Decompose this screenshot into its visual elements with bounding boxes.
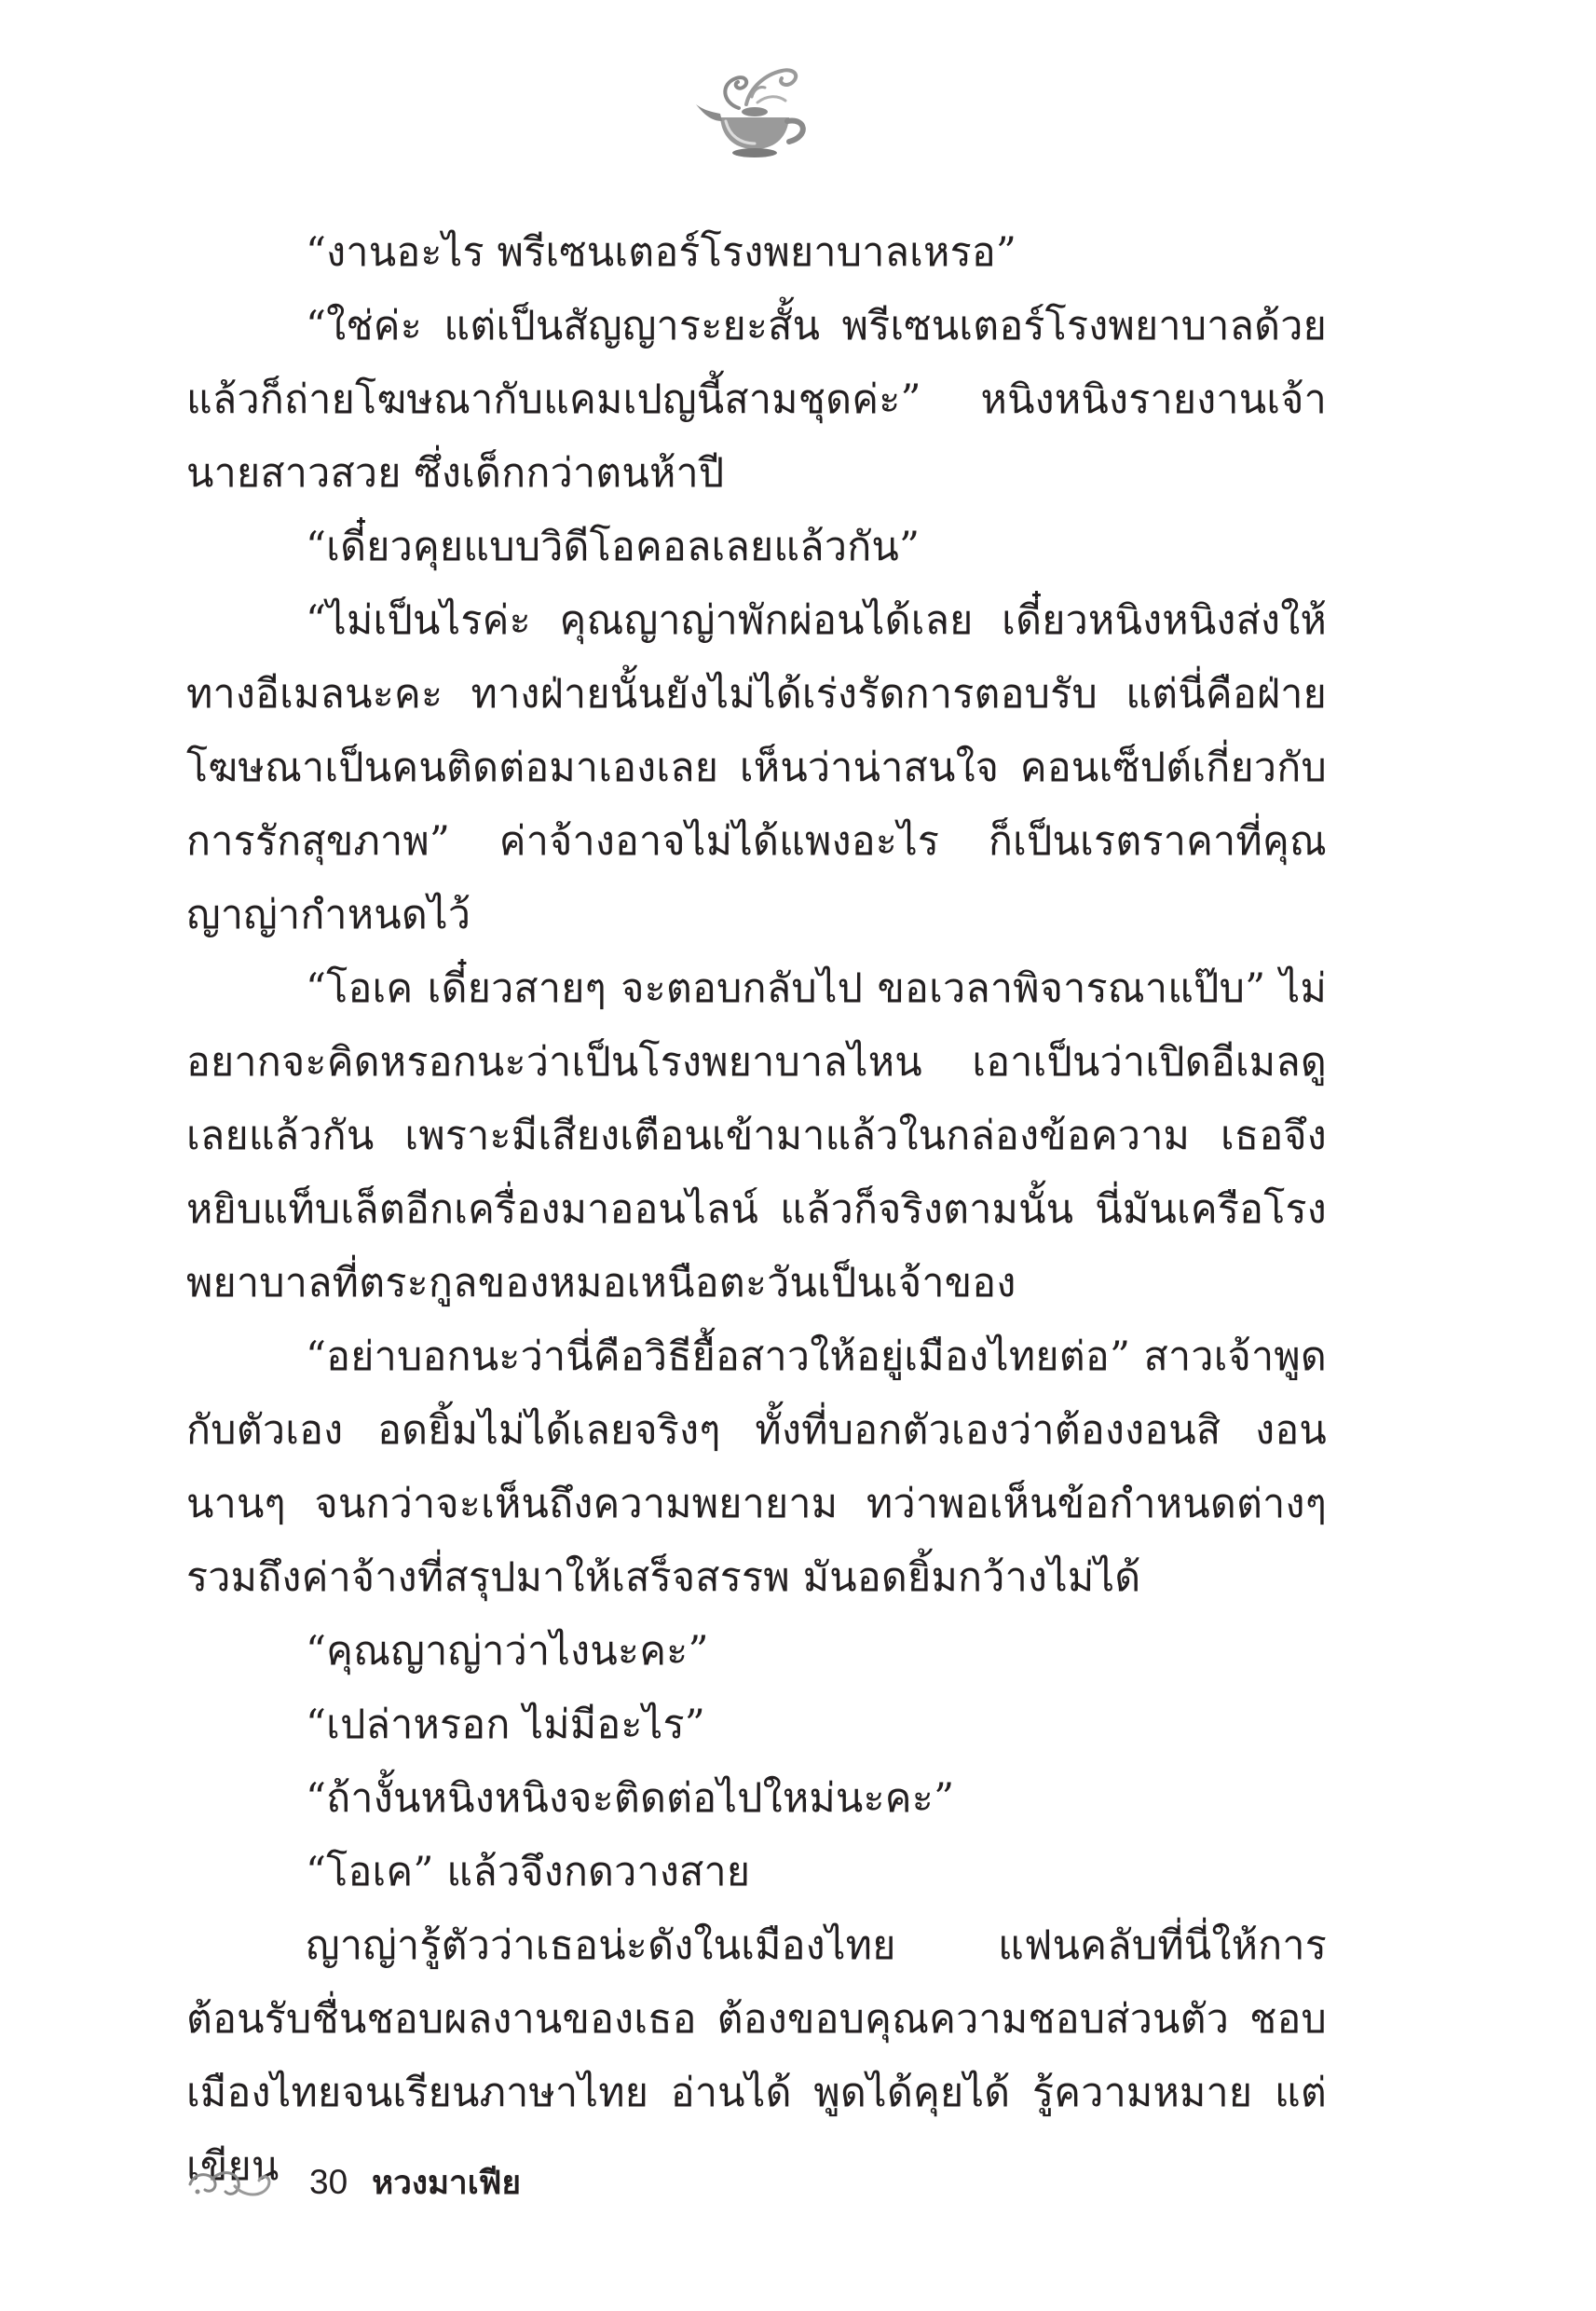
paragraph: “ไม่เป็นไรค่ะ คุณญาญ่าพักผ่อนได้เลย เดี๋ยวหนิงหนิงส่งให้ทางอีเมลนะคะ ทางฝ่ายนั้นยังไม่ได้เร่งรัดการตอบรับ แต่นี่คือฝ่ายโฆษณาเป็นคนติดต่อมาเองเลย เห็นว่าน่าสนใจ คอนเซ็ปต์เกี่ยวกับการรักสุขภาพ” ค่าจ้างอาจไม่ได้แพงอะไร ก็เป็นเรตราคาที่คุณญาญ่ากำหนดไว้ — [186, 597, 1327, 938]
running-title: หวงมาเฟีย — [372, 2164, 521, 2201]
paragraph: “โอเค” แล้วจึงกดวางสาย — [306, 1849, 751, 1895]
paragraph: “ถ้างั้นหนิงหนิงจะติดต่อไปใหม่นะคะ” — [306, 1775, 955, 1822]
paragraph: “ใช่ค่ะ แต่เป็นสัญญาระยะสั้น พรีเซนเตอร์โรงพยาบาลด้วย แล้วก็ถ่ายโฆษณากับแคมเปญนี้สามชุดค่ะ” หนิงหนิงรายงานเจ้านายสาวสวย ซึ่งเด็กกว่าตนห้าปี — [186, 303, 1327, 497]
page-footer — [184, 2154, 521, 2210]
paragraph: ญาญ่ารู้ตัวว่าเธอน่ะดังในเมืองไทย แฟนคลับที่นี่ให้การต้อนรับชื่นชอบผลงานของเธอ ต้องขอบคุณความชอบส่วนตัว ชอบเมืองไทยจนเรียนภาษาไทย อ่านได้ พูดได้คุยได้ รู้ความหมาย แต่เขียน — [186, 1922, 1327, 2190]
paragraph: “คุณญาญ่าว่าไงนะคะ” — [306, 1628, 709, 1675]
swirl-ornament-icon — [184, 2160, 278, 2205]
paragraph: “งานอะไร พรีเซนเตอร์โรงพยาบาลเหรอ” — [306, 229, 1017, 276]
paragraph: “โอเค เดี๋ยวสายๆ จะตอบกลับไป ขอเวลาพิจารณาแป๊บ” ไม่อยากจะคิดหรอกนะว่าเป็นโรงพยาบาลไหน เอาเป็นว่าเปิดอีเมลดูเลยแล้วกัน เพราะมีเสียงเตือนเข้ามาแล้วในกล่องข้อความ เธอจึงหยิบแท็บเล็ตอีกเครื่องมาออนไลน์ แล้วก็จริงตามนั้น นี่มันเครือโรงพยาบาลที่ตระกูลของหมอเหนือตะวันเป็นเจ้าของ — [186, 965, 1327, 1306]
paragraph: “เปล่าหรอก ไม่มีอะไร” — [306, 1702, 705, 1748]
page-number: 30 — [309, 2163, 348, 2201]
paragraph: “อย่าบอกนะว่านี่คือวิธียื้อสาวให้อยู่เมืองไทยต่อ” สาวเจ้าพูดกับตัวเอง อดยิ้มไม่ได้เลยจริงๆ ทั้งที่บอกตัวเองว่าต้องงอนสิ งอนนานๆ จนกว่าจะเห็นถึงความพยายาม ทว่าพอเห็นข้อกำหนดต่างๆ รวมถึงค่าจ้างที่สรุปมาให้เสร็จสรรพ มันอดยิ้มกว้างไม่ได้ — [186, 1333, 1327, 1601]
teapot-ornament-icon — [685, 56, 825, 163]
paragraph: “เดี๋ยวคุยแบบวิดีโอคอลเลยแล้วกัน” — [306, 524, 921, 570]
page-body — [186, 216, 1327, 2204]
